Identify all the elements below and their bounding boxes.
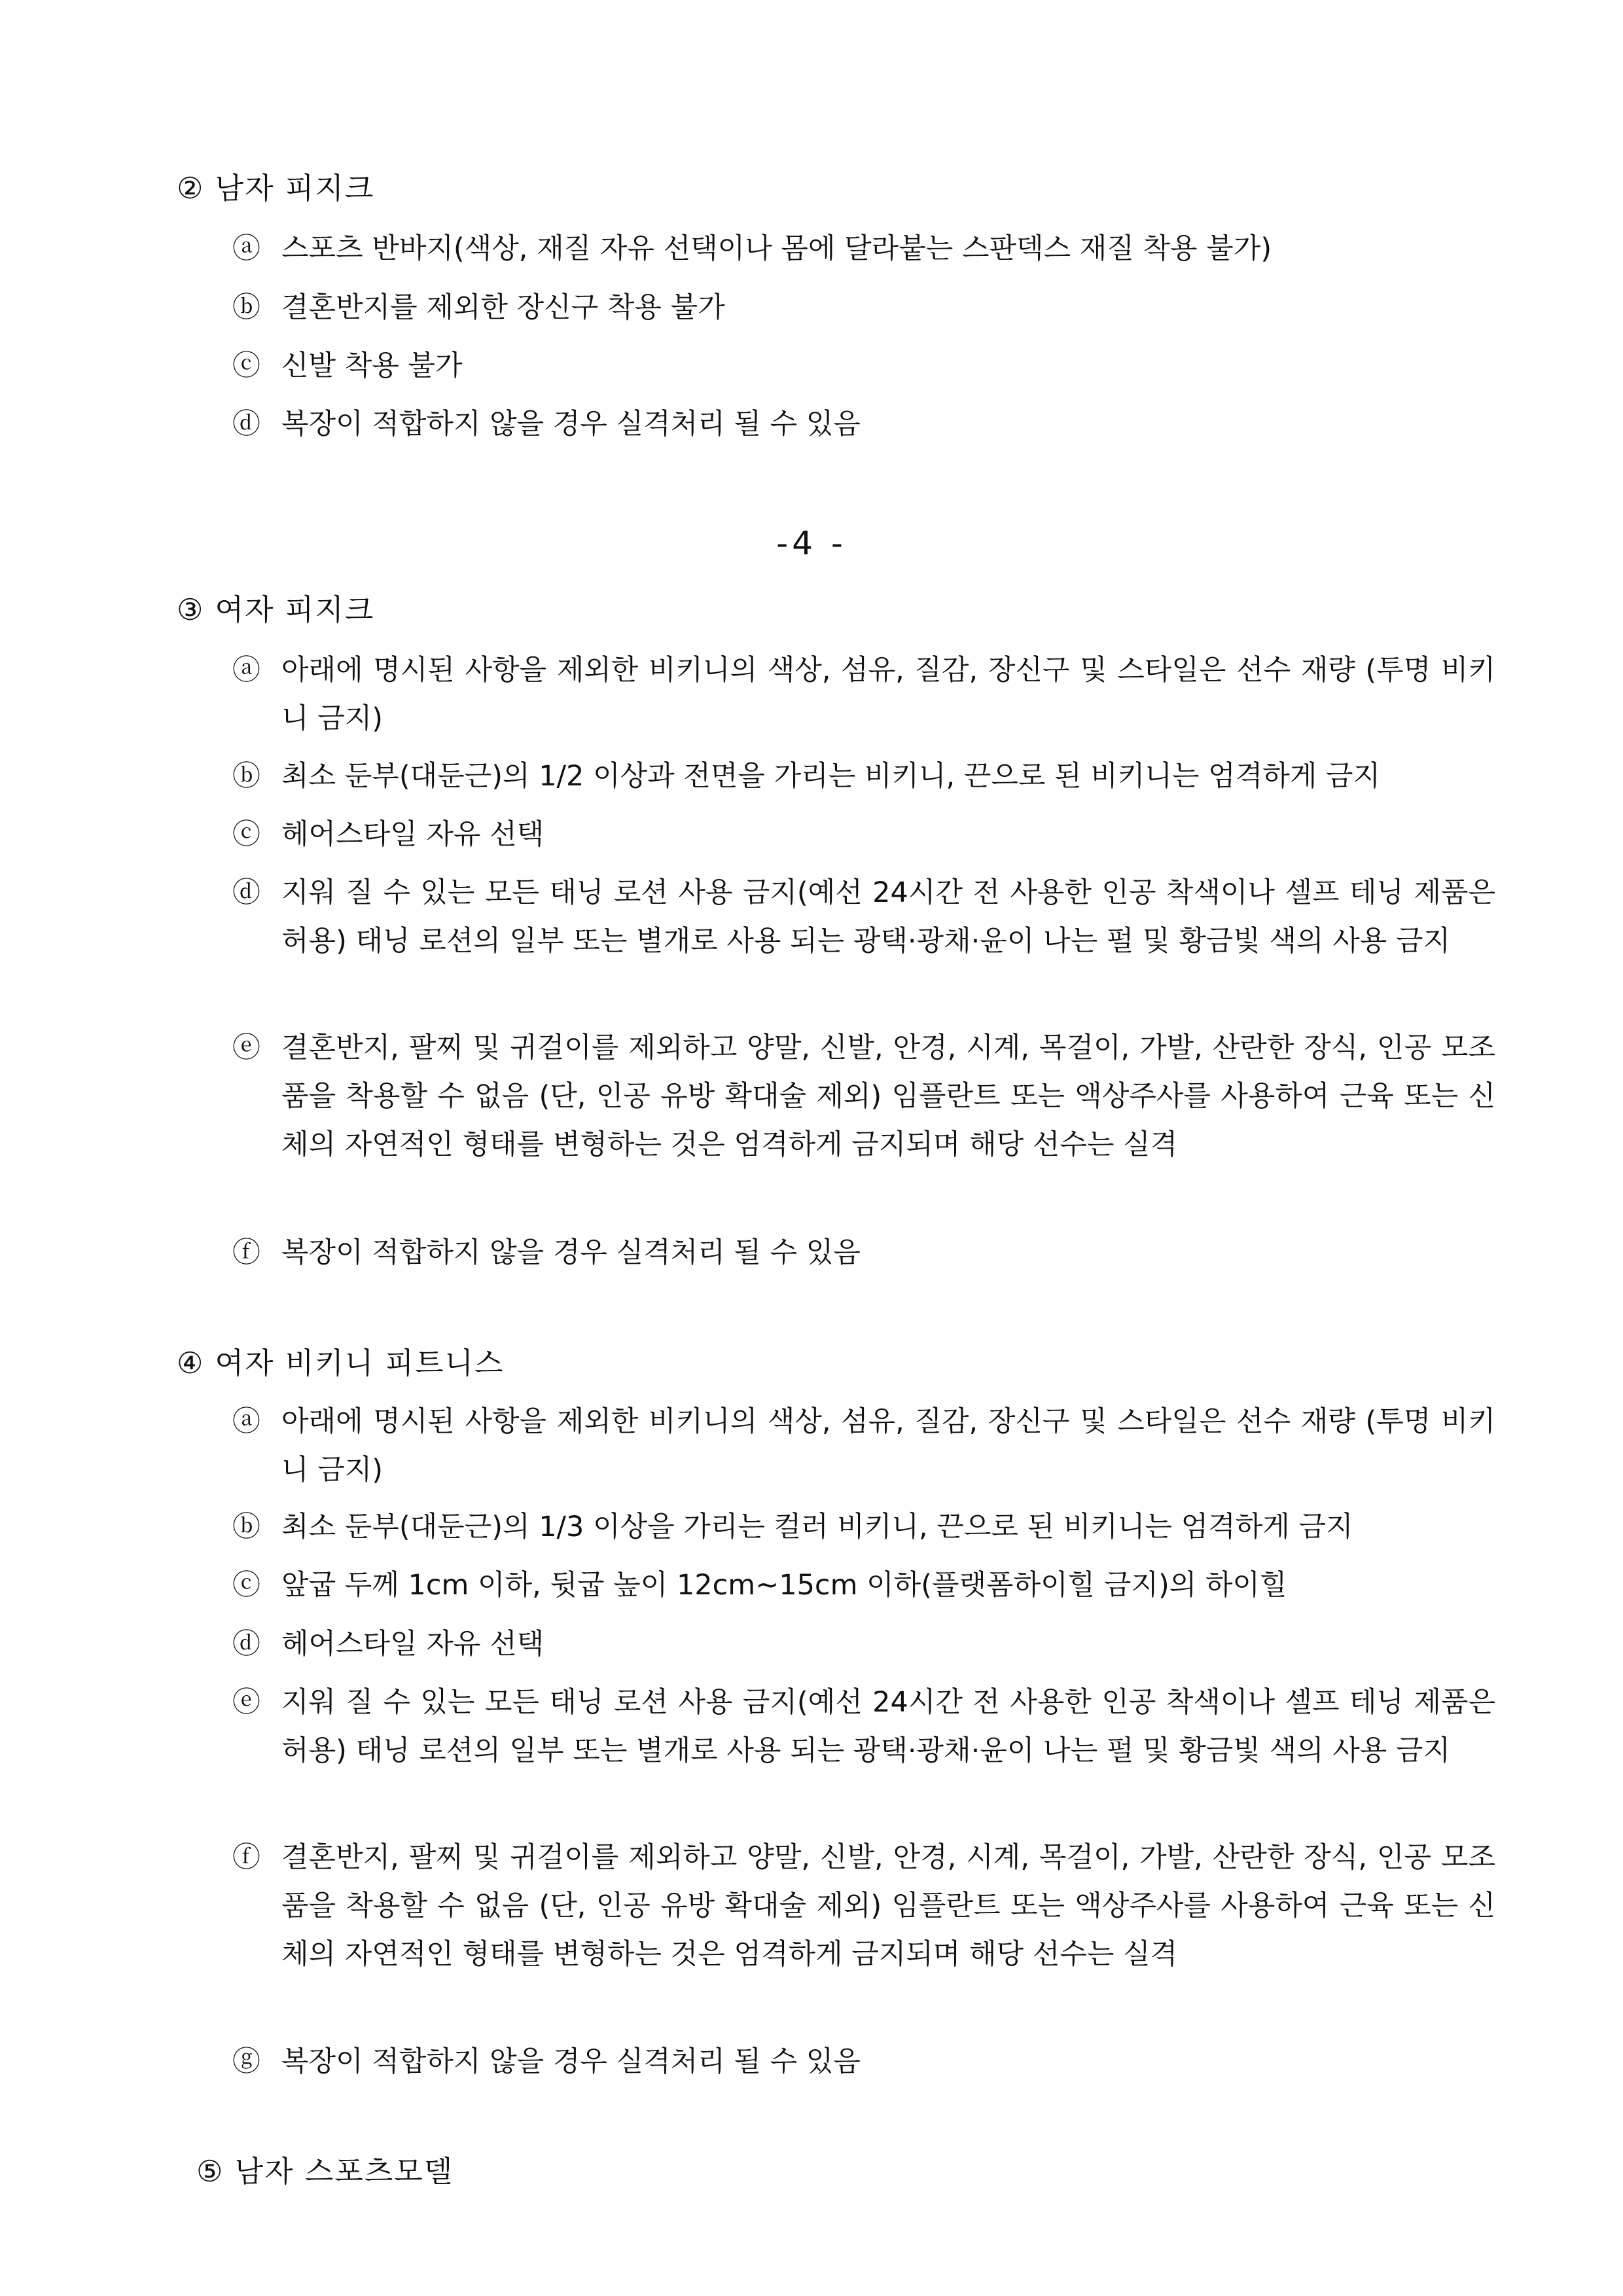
item-text: 앞굽 두께 1cm 이하, 뒷굽 높이 12cm~15cm 이하(플랫폼하이힐 금지)의 하이힐: [281, 1569, 1287, 1602]
item-marker: ⓕ: [232, 1841, 260, 1874]
item-marker: ⓒ: [232, 1569, 260, 1602]
item-marker: ⓓ: [232, 1628, 260, 1660]
section-marker: ⑤: [196, 2154, 224, 2189]
item-marker: ⓒ: [232, 350, 260, 382]
list-item: [232, 1561, 1495, 1609]
section-marker: ④: [177, 1346, 205, 1380]
item-marker: ⓐ: [232, 232, 260, 265]
item-text: 최소 둔부(대둔근)의 1/2 이상과 전면을 가리는 비키니, 끈으로 된 비키니는 엄격하게 금지: [281, 760, 1381, 793]
item-marker: ⓔ: [232, 1686, 260, 1719]
section-title-male-sports-model: [196, 2152, 454, 2191]
item-text: 지워 질 수 있는 모든 태닝 로션 사용 금지(예선 24시간 전 사용한 인공 착색이나 셀프 테닝 제품은 허용) 태닝 로션의 일부 또는 별개로 사용 되는 광택·광채·윤이 나는 펄 및 황금빛 색의 사용 금지: [281, 876, 1495, 958]
item-text: 복장이 적합하지 않을 경우 실격처리 될 수 있음: [281, 1236, 861, 1269]
item-text: 헤어스타일 자유 선택: [281, 1628, 544, 1660]
list-item: [232, 342, 1495, 390]
item-marker: ⓔ: [232, 1031, 260, 1064]
section-title-text: 여자 비키니 피트니스: [215, 1346, 505, 1380]
section-marker: ③: [177, 592, 205, 627]
item-marker: ⓕ: [232, 1236, 260, 1269]
section-title-text: 남자 스포츠모델: [234, 2154, 454, 2189]
list-item: [232, 2037, 1495, 2086]
item-marker: ⓐ: [232, 1405, 260, 1438]
section-title-female-physique: [177, 590, 374, 630]
list-item: [232, 810, 1495, 859]
item-marker: ⓓ: [232, 408, 260, 440]
list-item: [232, 1503, 1495, 1551]
item-text: 아래에 명시된 사항을 제외한 비키니의 색상, 섬유, 질감, 장신구 및 스타일은 선수 재량 (투명 비키니 금지): [281, 1405, 1495, 1486]
list-item: [232, 400, 1495, 448]
list-item: [232, 646, 1495, 743]
section-title-text: 남자 피지크: [215, 171, 375, 206]
list-item: [232, 1229, 1495, 1277]
section-title-male-physique: [177, 169, 374, 208]
item-text: 결혼반지, 팔찌 및 귀걸이를 제외하고 양말, 신발, 안경, 시계, 목걸이, 가발, 산란한 장식, 인공 모조품을 착용할 수 없음 (단, 인공 유방 확대술 제외) 임플란트 또는 액상주사를 사용하여 근육 또는 신체의 자연적인 형태를 변형하는 것은 엄격하게 금지되며 해당 선수는 실격: [281, 1841, 1495, 1971]
list-item: [232, 224, 1495, 273]
item-marker: ⓖ: [232, 2045, 260, 2078]
item-marker: ⓑ: [232, 760, 260, 793]
item-text: 아래에 명시된 사항을 제외한 비키니의 색상, 섬유, 질감, 장신구 및 스타일은 선수 재량 (투명 비키니 금지): [281, 654, 1495, 735]
item-text: 결혼반지, 팔찌 및 귀걸이를 제외하고 양말, 신발, 안경, 시계, 목걸이, 가발, 산란한 장식, 인공 모조품을 착용할 수 없음 (단, 인공 유방 확대술 제외) 임플란트 또는 액상주사를 사용하여 근육 또는 신체의 자연적인 형태를 변형하는 것은 엄격하게 금지되며 해당 선수는 실격: [281, 1031, 1495, 1161]
list-item: [232, 1678, 1495, 1775]
list-item: [232, 1620, 1495, 1668]
list-item: [232, 869, 1495, 965]
list-item: [232, 1397, 1495, 1494]
item-text: 결혼반지를 제외한 장신구 착용 불가: [281, 291, 725, 324]
page-number: -4 -: [776, 524, 847, 562]
section-title-text: 여자 피지크: [215, 592, 375, 627]
item-text: 스포츠 반바지(색상, 재질 자유 선택이나 몸에 달라붙는 스판덱스 재질 착용 불가): [281, 232, 1272, 265]
item-text: 지워 질 수 있는 모든 태닝 로션 사용 금지(예선 24시간 전 사용한 인공 착색이나 셀프 테닝 제품은 허용) 태닝 로션의 일부 또는 별개로 사용 되는 광택·광채·윤이 나는 펄 및 황금빛 색의 사용 금지: [281, 1686, 1495, 1767]
list-item: [232, 283, 1495, 332]
section-title-female-bikini-fitness: [177, 1344, 505, 1383]
item-text: 신발 착용 불가: [281, 350, 463, 382]
list-item: [232, 1833, 1495, 1979]
section-marker: ②: [177, 171, 205, 206]
item-marker: ⓓ: [232, 876, 260, 909]
item-text: 복장이 적합하지 않을 경우 실격처리 될 수 있음: [281, 408, 861, 440]
item-marker: ⓒ: [232, 818, 260, 851]
list-item: [232, 1024, 1495, 1169]
item-text: 최소 둔부(대둔근)의 1/3 이상을 가리는 컬러 비키니, 끈으로 된 비키니는 엄격하게 금지: [281, 1511, 1353, 1543]
item-text: 복장이 적합하지 않을 경우 실격처리 될 수 있음: [281, 2045, 861, 2078]
item-marker: ⓐ: [232, 654, 260, 687]
item-text: 헤어스타일 자유 선택: [281, 818, 544, 851]
item-marker: ⓑ: [232, 291, 260, 324]
item-marker: ⓑ: [232, 1511, 260, 1543]
list-item: [232, 752, 1495, 800]
